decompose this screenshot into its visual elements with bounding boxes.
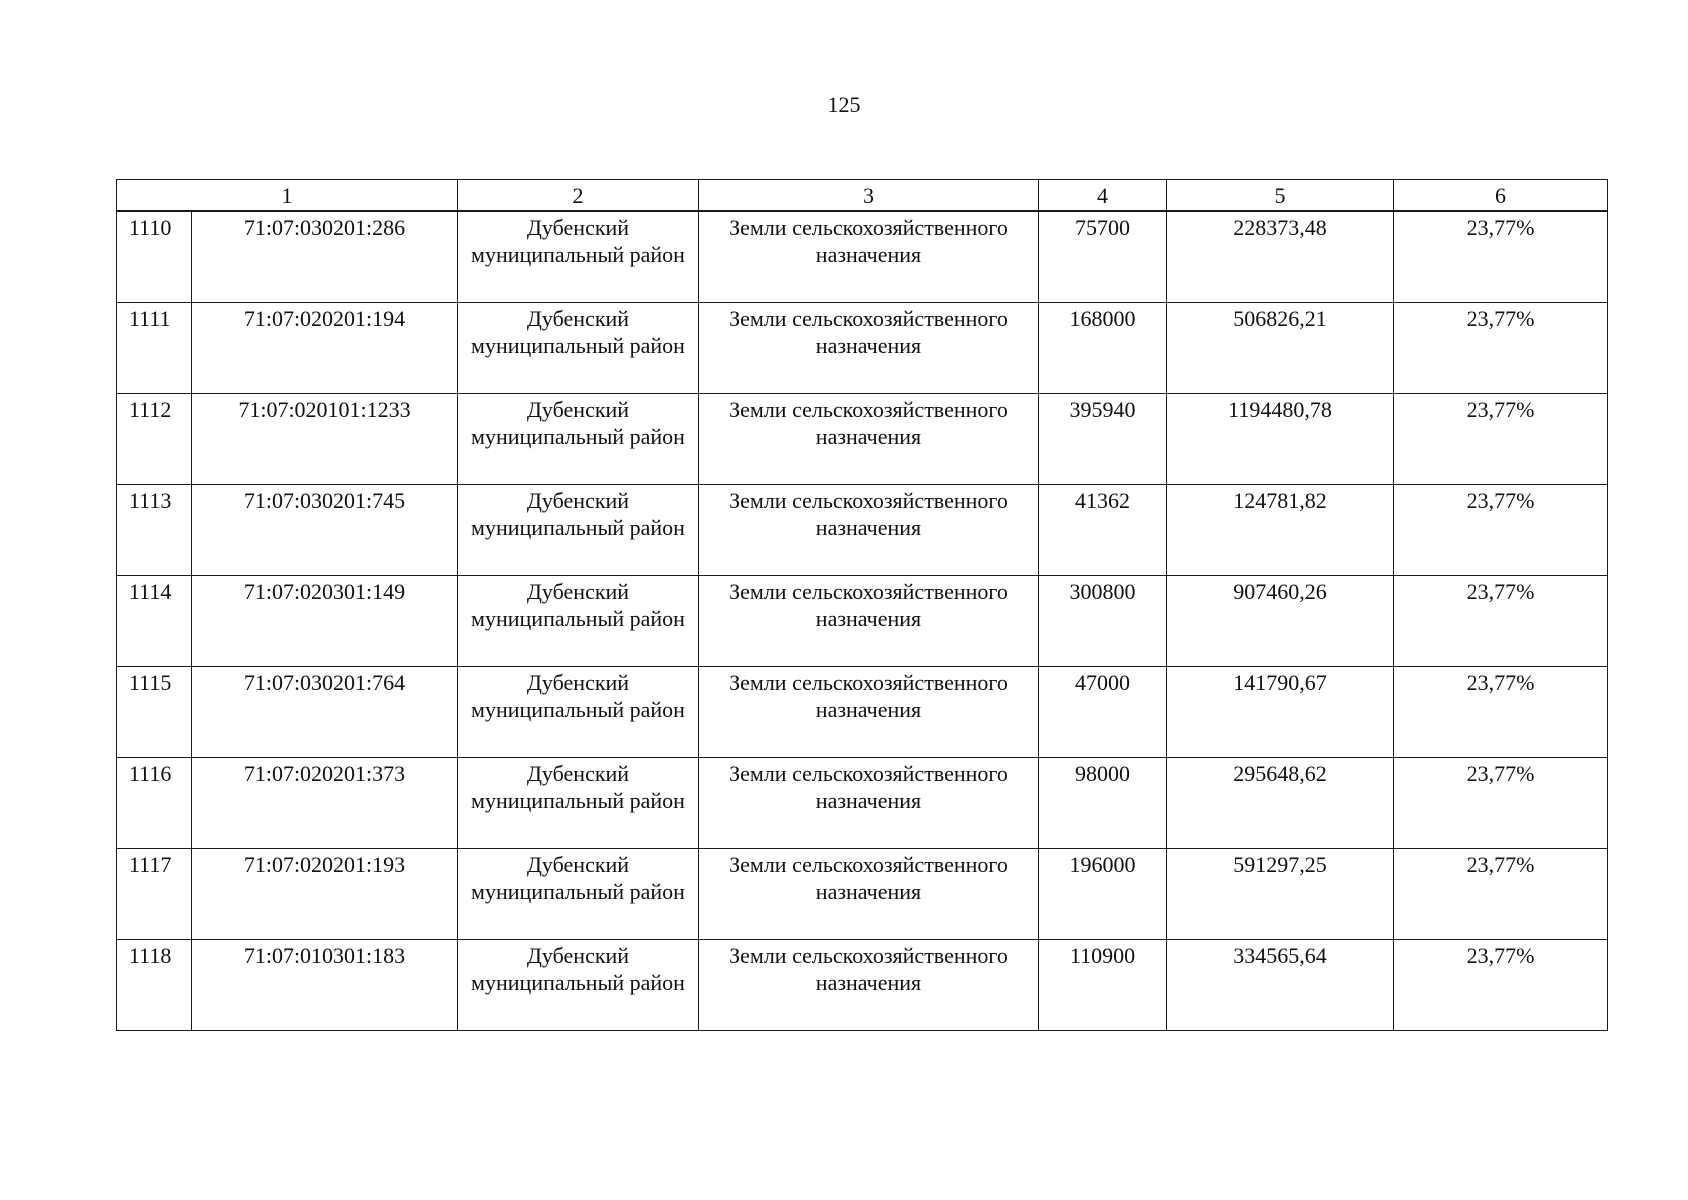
cadastral-number: 71:07:030201:745 (192, 485, 458, 576)
percent-value: 23,77% (1394, 211, 1608, 303)
land-plots-table (116, 179, 1608, 1031)
cadastral-value: 907460,26 (1167, 576, 1394, 667)
plot-area: 47000 (1039, 667, 1167, 758)
page-number: 125 (827, 92, 861, 117)
plot-area: 75700 (1039, 211, 1167, 303)
land-category: Земли сельскохозяйственного назначения (699, 667, 1039, 758)
table-header-row (117, 180, 1608, 212)
cadastral-number: 71:07:030201:286 (192, 211, 458, 303)
row-number: 1113 (117, 485, 192, 576)
cadastral-number: 71:07:030201:764 (192, 667, 458, 758)
cadastral-value: 334565,64 (1167, 940, 1394, 1031)
land-category: Земли сельскохозяйственного назначения (699, 849, 1039, 940)
row-number: 1112 (117, 394, 192, 485)
cadastral-number: 71:07:020301:149 (192, 576, 458, 667)
column-header-2: 2 (458, 180, 699, 212)
cadastral-value: 1194480,78 (1167, 394, 1394, 485)
plot-area: 168000 (1039, 303, 1167, 394)
column-header-3: 3 (699, 180, 1039, 212)
land-category: Земли сельскохозяйственного назначения (699, 758, 1039, 849)
cadastral-number: 71:07:010301:183 (192, 940, 458, 1031)
table-row (117, 576, 1608, 667)
district-name: Дубенский муниципальный район (458, 940, 699, 1031)
district-name: Дубенский муниципальный район (458, 394, 699, 485)
plot-area: 98000 (1039, 758, 1167, 849)
row-number: 1118 (117, 940, 192, 1031)
land-category: Земли сельскохозяйственного назначения (699, 940, 1039, 1031)
table-row (117, 485, 1608, 576)
column-header-1: 1 (117, 180, 458, 212)
table-row (117, 303, 1608, 394)
row-number: 1117 (117, 849, 192, 940)
plot-area: 110900 (1039, 940, 1167, 1031)
cadastral-number: 71:07:020201:373 (192, 758, 458, 849)
cadastral-value: 124781,82 (1167, 485, 1394, 576)
percent-value: 23,77% (1394, 303, 1608, 394)
land-category: Земли сельскохозяйственного назначения (699, 211, 1039, 303)
district-name: Дубенский муниципальный район (458, 211, 699, 303)
row-number: 1116 (117, 758, 192, 849)
table-row (117, 211, 1608, 303)
column-header-6: 6 (1394, 180, 1608, 212)
district-name: Дубенский муниципальный район (458, 576, 699, 667)
land-category: Земли сельскохозяйственного назначения (699, 303, 1039, 394)
district-name: Дубенский муниципальный район (458, 758, 699, 849)
column-header-5: 5 (1167, 180, 1394, 212)
cadastral-number: 71:07:020201:194 (192, 303, 458, 394)
district-name: Дубенский муниципальный район (458, 667, 699, 758)
table-row (117, 758, 1608, 849)
cadastral-number: 71:07:020101:1233 (192, 394, 458, 485)
district-name: Дубенский муниципальный район (458, 485, 699, 576)
row-number: 1111 (117, 303, 192, 394)
percent-value: 23,77% (1394, 940, 1608, 1031)
percent-value: 23,77% (1394, 394, 1608, 485)
row-number: 1110 (117, 211, 192, 303)
row-number: 1114 (117, 576, 192, 667)
table-row (117, 667, 1608, 758)
plot-area: 41362 (1039, 485, 1167, 576)
plot-area: 196000 (1039, 849, 1167, 940)
percent-value: 23,77% (1394, 758, 1608, 849)
cadastral-value: 591297,25 (1167, 849, 1394, 940)
table-row (117, 394, 1608, 485)
column-header-4: 4 (1039, 180, 1167, 212)
percent-value: 23,77% (1394, 576, 1608, 667)
cadastral-value: 295648,62 (1167, 758, 1394, 849)
land-category: Земли сельскохозяйственного назначения (699, 576, 1039, 667)
plot-area: 395940 (1039, 394, 1167, 485)
table-row (117, 940, 1608, 1031)
cadastral-number: 71:07:020201:193 (192, 849, 458, 940)
district-name: Дубенский муниципальный район (458, 303, 699, 394)
land-category: Земли сельскохозяйственного назначения (699, 485, 1039, 576)
row-number: 1115 (117, 667, 192, 758)
percent-value: 23,77% (1394, 849, 1608, 940)
table-row (117, 849, 1608, 940)
cadastral-value: 506826,21 (1167, 303, 1394, 394)
district-name: Дубенский муниципальный район (458, 849, 699, 940)
percent-value: 23,77% (1394, 667, 1608, 758)
cadastral-value: 141790,67 (1167, 667, 1394, 758)
plot-area: 300800 (1039, 576, 1167, 667)
cadastral-value: 228373,48 (1167, 211, 1394, 303)
land-category: Земли сельскохозяйственного назначения (699, 394, 1039, 485)
percent-value: 23,77% (1394, 485, 1608, 576)
